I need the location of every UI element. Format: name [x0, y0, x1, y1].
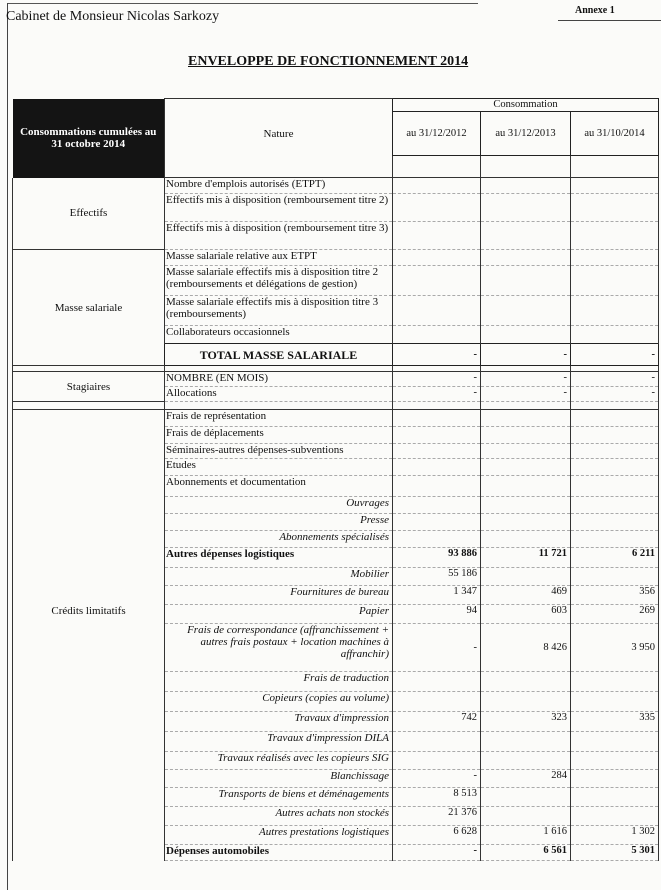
annexe-label: Annexe 1: [575, 5, 615, 16]
credits-row-label: Abonnements spécialisés: [165, 531, 393, 548]
category-masse-salariale: Masse salariale: [13, 250, 165, 366]
credits-row-label: Séminaires-autres dépenses-subventions: [165, 444, 393, 459]
credits-value-2012: [393, 672, 481, 692]
credits-row-label: Copieurs (copies au volume): [165, 692, 393, 712]
masse-row-value-2013: [481, 266, 571, 296]
period-header-2013: au 31/12/2013: [481, 112, 571, 156]
cabinet-name: Cabinet de Monsieur Nicolas Sarkozy: [6, 9, 220, 24]
effectifs-row-label: Effectifs mis à disposition (remboursement titre 2): [165, 194, 393, 222]
credits-value-2012: [393, 459, 481, 476]
credits-value-2013: [481, 410, 571, 427]
nature-header-bottom: [165, 156, 393, 178]
credits-value-2012: 6 628: [393, 826, 481, 845]
credits-row-label: Frais de déplacements: [165, 427, 393, 444]
effectifs-row-value-2012: [393, 178, 481, 194]
credits-value-2014: [571, 788, 659, 807]
credits-value-2014: [571, 531, 659, 548]
credits-value-2013: [481, 531, 571, 548]
credits-value-2012: [393, 752, 481, 770]
credits-value-2013: [481, 752, 571, 770]
credits-value-2012: [393, 531, 481, 548]
credits-value-2014: 335: [571, 712, 659, 732]
credits-row-label: Autres dépenses logistiques: [165, 548, 393, 568]
period-header-2012: au 31/12/2012: [393, 112, 481, 156]
credits-value-2012: -: [393, 624, 481, 672]
credits-value-2012: [393, 732, 481, 752]
credits-row-label: Ouvrages: [165, 497, 393, 514]
credits-value-2013: [481, 692, 571, 712]
nature-header-top: [165, 99, 393, 112]
credits-value-2013: 8 426: [481, 624, 571, 672]
page-left-rule: [7, 3, 8, 890]
effectifs-row: [13, 178, 659, 194]
credits-value-2013: 11 721: [481, 548, 571, 568]
masse-row-label: Masse salariale effectifs mis à disposition titre 2 (remboursements et délégations de gestion): [165, 266, 393, 296]
effectifs-row-value-2012: [393, 222, 481, 250]
credits-value-2014: [571, 770, 659, 788]
credits-value-2013: 469: [481, 586, 571, 605]
credits-value-2014: [571, 444, 659, 459]
stagiaires-value-2012: -: [393, 372, 481, 387]
credits-value-2014: 269: [571, 605, 659, 624]
credits-row-label: Dépenses automobiles: [165, 845, 393, 861]
credits-value-2012: [393, 444, 481, 459]
credits-value-2013: [481, 459, 571, 476]
credits-value-2014: [571, 497, 659, 514]
credits-value-2013: [481, 672, 571, 692]
credits-value-2014: [571, 807, 659, 826]
masse-row-label: Masse salariale effectifs mis à disposition titre 3 (remboursements): [165, 296, 393, 326]
credits-row-label: Transports de biens et déménagements: [165, 788, 393, 807]
effectifs-row-value-2014: [571, 222, 659, 250]
credits-value-2014: [571, 752, 659, 770]
stagiaires-value-2012: -: [393, 387, 481, 402]
credits-value-2013: [481, 514, 571, 531]
credits-row-label: Frais de traduction: [165, 672, 393, 692]
credits-value-2012: [393, 692, 481, 712]
credits-row-label: Papier: [165, 605, 393, 624]
credits-value-2014: [571, 692, 659, 712]
credits-value-2014: [571, 732, 659, 752]
credits-row-label: Travaux d'impression: [165, 712, 393, 732]
total-masse-value-2014: -: [571, 344, 659, 366]
total-masse-label: TOTAL MASSE SALARIALE: [165, 344, 393, 366]
credits-row-label: Abonnements et documentation: [165, 476, 393, 497]
header-rule: [8, 3, 478, 4]
credits-value-2014: [571, 410, 659, 427]
credits-value-2012: [393, 497, 481, 514]
stagiaires-value-2013: -: [481, 387, 571, 402]
consommation-header: Consommation: [393, 99, 659, 112]
credits-value-2012: 1 347: [393, 586, 481, 605]
total-masse-value-2013: -: [481, 344, 571, 366]
total-masse-value-2012: -: [393, 344, 481, 366]
credits-value-2012: [393, 514, 481, 531]
period-header-2014: au 31/10/2014: [571, 112, 659, 156]
masse-row-value-2012: [393, 296, 481, 326]
masse-row-value-2012: [393, 326, 481, 344]
credits-value-2012: 94: [393, 605, 481, 624]
nature-header: Nature: [165, 112, 393, 156]
credits-value-2014: [571, 459, 659, 476]
effectifs-row-value-2013: [481, 178, 571, 194]
effectifs-row-value-2014: [571, 178, 659, 194]
category-stagiaires: Stagiaires: [13, 372, 165, 402]
effectifs-row-value-2013: [481, 222, 571, 250]
credits-value-2012: [393, 427, 481, 444]
credits-value-2013: [481, 807, 571, 826]
document-title: ENVELOPPE DE FONCTIONNEMENT 2014: [188, 54, 469, 69]
masse-row-value-2012: [393, 250, 481, 266]
credits-value-2014: [571, 476, 659, 497]
credits-row-label: Blanchissage: [165, 770, 393, 788]
stagiaires-value-2013: -: [481, 372, 571, 387]
category-credits-limitatifs: Crédits limitatifs: [13, 410, 165, 861]
credits-row-label: Autres achats non stockés: [165, 807, 393, 826]
spacer-row: [13, 402, 659, 410]
credits-value-2013: [481, 568, 571, 586]
credits-value-2014: [571, 427, 659, 444]
annexe-rule: [558, 20, 661, 21]
credits-value-2014: [571, 568, 659, 586]
credits-value-2013: [481, 444, 571, 459]
credits-value-2012: -: [393, 770, 481, 788]
credits-value-2014: 356: [571, 586, 659, 605]
stagiaires-row: [13, 372, 659, 387]
credits-row-label: Presse: [165, 514, 393, 531]
credits-value-2013: 603: [481, 605, 571, 624]
stagiaires-value-2014: -: [571, 372, 659, 387]
effectifs-row-value-2014: [571, 194, 659, 222]
masse-row-value-2014: [571, 296, 659, 326]
masse-row-value-2012: [393, 266, 481, 296]
credits-value-2012: [393, 476, 481, 497]
masse-row: [13, 250, 659, 266]
credits-row-label: Travaux réalisés avec les copieurs SIG: [165, 752, 393, 770]
credits-value-2012: [393, 410, 481, 427]
credits-row-label: Fournitures de bureau: [165, 586, 393, 605]
credits-value-2014: 6 211: [571, 548, 659, 568]
category-effectifs: Effectifs: [13, 178, 165, 250]
masse-row-value-2013: [481, 250, 571, 266]
credits-value-2014: 1 302: [571, 826, 659, 845]
credits-value-2014: 5 301: [571, 845, 659, 861]
credits-row-label: Autres prestations logistiques: [165, 826, 393, 845]
credits-value-2012: 93 886: [393, 548, 481, 568]
effectifs-row-value-2013: [481, 194, 571, 222]
stagiaires-row-label: Allocations: [165, 387, 393, 402]
credits-value-2014: [571, 672, 659, 692]
stagiaires-value-2014: -: [571, 387, 659, 402]
credits-value-2014: [571, 514, 659, 531]
credits-row-label: Frais de représentation: [165, 410, 393, 427]
credits-value-2013: [481, 732, 571, 752]
effectifs-row-value-2012: [393, 194, 481, 222]
credits-value-2013: [481, 427, 571, 444]
credits-row-label: Frais de correspondance (affranchissement + autres frais postaux + location machines à affranchir): [165, 624, 393, 672]
credits-row-label: Mobilier: [165, 568, 393, 586]
masse-row-label: Collaborateurs occasionnels: [165, 326, 393, 344]
masse-row-value-2013: [481, 326, 571, 344]
credits-value-2013: 284: [481, 770, 571, 788]
credits-value-2013: [481, 476, 571, 497]
credits-value-2013: 323: [481, 712, 571, 732]
credits-row: [13, 410, 659, 427]
credits-value-2012: 21 376: [393, 807, 481, 826]
credits-value-2013: [481, 788, 571, 807]
credits-row-label: Etudes: [165, 459, 393, 476]
credits-value-2013: [481, 497, 571, 514]
credits-value-2012: -: [393, 845, 481, 861]
masse-row-value-2014: [571, 266, 659, 296]
credits-value-2013: 1 616: [481, 826, 571, 845]
stagiaires-row-label: NOMBRE (EN MOIS): [165, 372, 393, 387]
credits-value-2012: 55 186: [393, 568, 481, 586]
corner-label: Consommations cumulées au 31 octobre 2014: [13, 99, 165, 178]
budget-table: [12, 98, 659, 861]
credits-row-label: Travaux d'impression DILA: [165, 732, 393, 752]
masse-row-label: Masse salariale relative aux ETPT: [165, 250, 393, 266]
credits-value-2012: 8 513: [393, 788, 481, 807]
credits-value-2012: 742: [393, 712, 481, 732]
effectifs-row-label: Nombre d'emplois autorisés (ETPT): [165, 178, 393, 194]
masse-row-value-2013: [481, 296, 571, 326]
effectifs-row-label: Effectifs mis à disposition (remboursement titre 3): [165, 222, 393, 250]
masse-row-value-2014: [571, 250, 659, 266]
masse-row-value-2014: [571, 326, 659, 344]
credits-value-2014: 3 950: [571, 624, 659, 672]
credits-value-2013: 6 561: [481, 845, 571, 861]
